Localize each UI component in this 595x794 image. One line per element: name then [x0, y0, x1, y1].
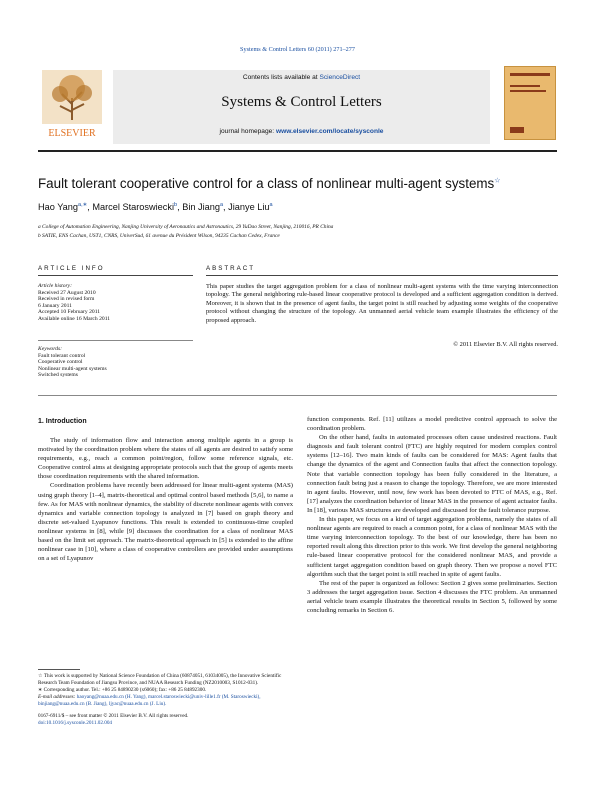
abstract-copyright: © 2011 Elsevier B.V. All rights reserved. [453, 341, 558, 348]
keywords-label: Keywords: [38, 346, 63, 352]
keyword: Cooperative control [38, 359, 83, 366]
journal-reference[interactable]: Systems & Control Letters 60 (2011) 271–277 [240, 46, 355, 53]
affiliation-b: b SATIE, ENS Cachan, UST1, CNRS, UniverSud, 61 avenue du Président Wilson, 94235 Cachan Cedex, France [38, 233, 280, 239]
keyword: Fault tolerant control [38, 352, 86, 359]
abstract-heading: ABSTRACT [206, 265, 256, 272]
sciencedirect-link[interactable]: ScienceDirect [319, 74, 361, 81]
author-name: Jianye Liu [228, 202, 270, 213]
keyword: Nonlinear multi-agent systems [38, 365, 107, 372]
contents-prefix: Contents lists available at [242, 74, 320, 81]
contents-line [113, 74, 490, 81]
paragraph: On the other hand, faults in automated processes often cause undesired reactions. Fault diagnosis and fault tolerant control (FTC) are highly required for modern complex control systems [12–16]. Two main kinds of faults can be considered for MAS: Agent faults that change the dynamics of the agent and Connection faults that affect the connection topology. Note that variable connection topology has been fully considered in the literature, a connection fault being just a reason to change the topology. Therefore, we are more interested in agent faults. However, until now, few work has been devoted to FTC of MAS, e.g., Ref. [17] analyzes the coordination behavior of linear MAS in the presence of agent actuator faults. In [18], various MAS structures are developed and discussed for the fault tolerance purpose. [307, 434, 557, 514]
header-rule [38, 150, 557, 152]
journal-cover-thumbnail [504, 66, 556, 140]
paragraph: Coordination problems have recently been addressed for linear multi-agent systems (MAS) using graph theory [1–4], matrix-theoretical and optimal control based methods [5,6], to name a few. As for MAS with nonlinear dynamics, the stability of discrete nonlinear agents with convex dynamics and variable connection topology is analyzed in [7] based on graph theory and discrete set-valued Lyapunov functions. This result is extended to continuous-time coupled nonlinear systems in [8], while [9] discusses the coordination for a class of nonlinear MAS based on the limit set approach. The matrix-theoretical approach in [5] is extended to the affine nonlinear case in [10], where a class of cooperative controllers are provided under assumptions on a set of Lyapunov [38, 482, 293, 563]
paragraph: In this paper, we focus on a kind of target aggregation problems, namely the states of all nonlinear agents are required to reach a common point, for a class of nonlinear MAS with the time varying interconnection topology. To the best of our knowledge, there has been no reported result along this direction prior to this work. We first develop the general neighboring rule-based linear cooperative protocol for the considered nonlinear MAS, and provide a sufficient target aggregation condition based on graph theory. Then we propose a novel FTC algorithm such that the target point is still reached in spite of agent faults. [307, 516, 557, 578]
footnote-rule [38, 669, 80, 670]
author-separator: , [177, 202, 183, 213]
email-label: E-mail addresses: [38, 694, 76, 700]
publisher-name: ELSEVIER [48, 128, 96, 139]
author-separator: , [87, 202, 93, 213]
keywords-block [38, 346, 193, 379]
author-name: Marcel Staroswiecki [92, 202, 175, 213]
right-column [307, 415, 557, 615]
corresponding-footnote: ∗ Corresponding author. Tel.: +86 25 84890230 (x6060); fax: +86 25 84892300. [38, 687, 207, 693]
section-heading-introduction: 1. Introduction [38, 418, 87, 425]
abstract-bottom-rule [38, 395, 557, 396]
author-mark[interactable]: a [269, 202, 273, 208]
email-addresses[interactable]: haoyang@nuaa.edu.cn (H. Yang), marcel.staroswiecki@univ-lille1.fr (M. Staroswiecki), binjiang@nuaa.edu.cn (B. Jiang), ljyac@nuaa.edu.cn (J. Liu). [38, 694, 261, 707]
doi-link[interactable]: doi:10.1016/j.sysconle.2011.02.004 [38, 720, 113, 726]
author-name: Bin Jiang [182, 202, 220, 213]
title-footnote-mark[interactable]: ☆ [494, 177, 501, 185]
history-divider [38, 340, 193, 341]
homepage-prefix: journal homepage: [219, 128, 276, 135]
footnotes [38, 673, 293, 727]
history-item: 6 January 2011 [38, 302, 72, 309]
history-item: Received 27 August 2010 [38, 289, 96, 296]
paper-title [38, 176, 557, 191]
paper-title-text: Fault tolerant cooperative control for a class of nonlinear multi-agent systems [38, 176, 495, 191]
elsevier-tree-logo [38, 68, 106, 140]
article-info-heading: ARTICLE INFO [38, 265, 105, 272]
history-item: Accepted 10 February 2011 [38, 309, 101, 316]
paragraph: The study of information flow and interaction among multiple agents in a group is motivated by the coordination problem where the states of all agents are desired to satisfy some requirements, e.g., reach a common point/region, follow some reference signals, etc. Cooperative control aims at designing appropriate protocols such that the group of agents meets those coordination requirements with the shared information. [38, 437, 293, 481]
history-item: Available online 16 March 2011 [38, 315, 111, 322]
paragraph: function components. Ref. [11] utilizes a model predictive control approach to solve the coordination problem. [307, 416, 557, 433]
journal-homepage [113, 128, 490, 135]
author-list [38, 202, 557, 212]
author-mark[interactable]: a,∗ [78, 202, 88, 208]
funding-footnote: ☆ This work is supported by National Science Foundation of China (60874051, 61034005), the Innovative Scientific Research Team Foundation of Jiangsu Province, and NUAA Research Funding (NZ2010003, S1012-031). [38, 673, 282, 686]
article-history [38, 283, 193, 323]
issn-line: 0167-6911/$ – see front matter © 2011 Elsevier B.V. All rights reserved. [38, 713, 189, 719]
paragraph: The rest of the paper is organized as follows: Section 2 gives some preliminaries. Section 3 addresses the target aggregation issue. Section 4 discusses the FTC problem. An unmanned aerial vehicle team example illustrates the theoretical results in Section 5, followed by some concluding remarks in Section 6. [307, 579, 557, 614]
keyword: Switched systems [38, 372, 78, 379]
article-info-rule [38, 275, 193, 276]
author-name: Hao Yang [38, 202, 79, 213]
affiliation-a: a College of Automation Engineering, Nanjing University of Aeronautics and Astronautics, 29 YuDao Street, Nanjing, 210016, PR China [38, 224, 334, 230]
author-mark[interactable]: b [174, 202, 178, 208]
left-column [38, 436, 293, 563]
abstract-text: This paper studies the target aggregation problem for a class of nonlinear multi-agent systems with the time varying interconnection topology. The general neighboring rule-based linear cooperative protocol is developed and a sufficient aggregation condition is derived. Moreover, it is shown that in the presence of agent faults, the target point is still reached by adjusting some weights of the cooperative protocol without changing the structure of the topology. An unmanned aerial vehicle team example illustrates the efficiency of the proposed approach. [206, 283, 558, 324]
history-item: Received in revised form [38, 296, 95, 303]
history-label: Article history: [38, 283, 73, 289]
homepage-link[interactable]: www.elsevier.com/locate/sysconle [275, 128, 384, 135]
author-separator: , [223, 202, 229, 213]
abstract-rule [206, 275, 558, 276]
journal-title: Systems & Control Letters [221, 94, 382, 110]
author-mark[interactable]: a [219, 202, 224, 208]
email-footnote [38, 694, 293, 708]
